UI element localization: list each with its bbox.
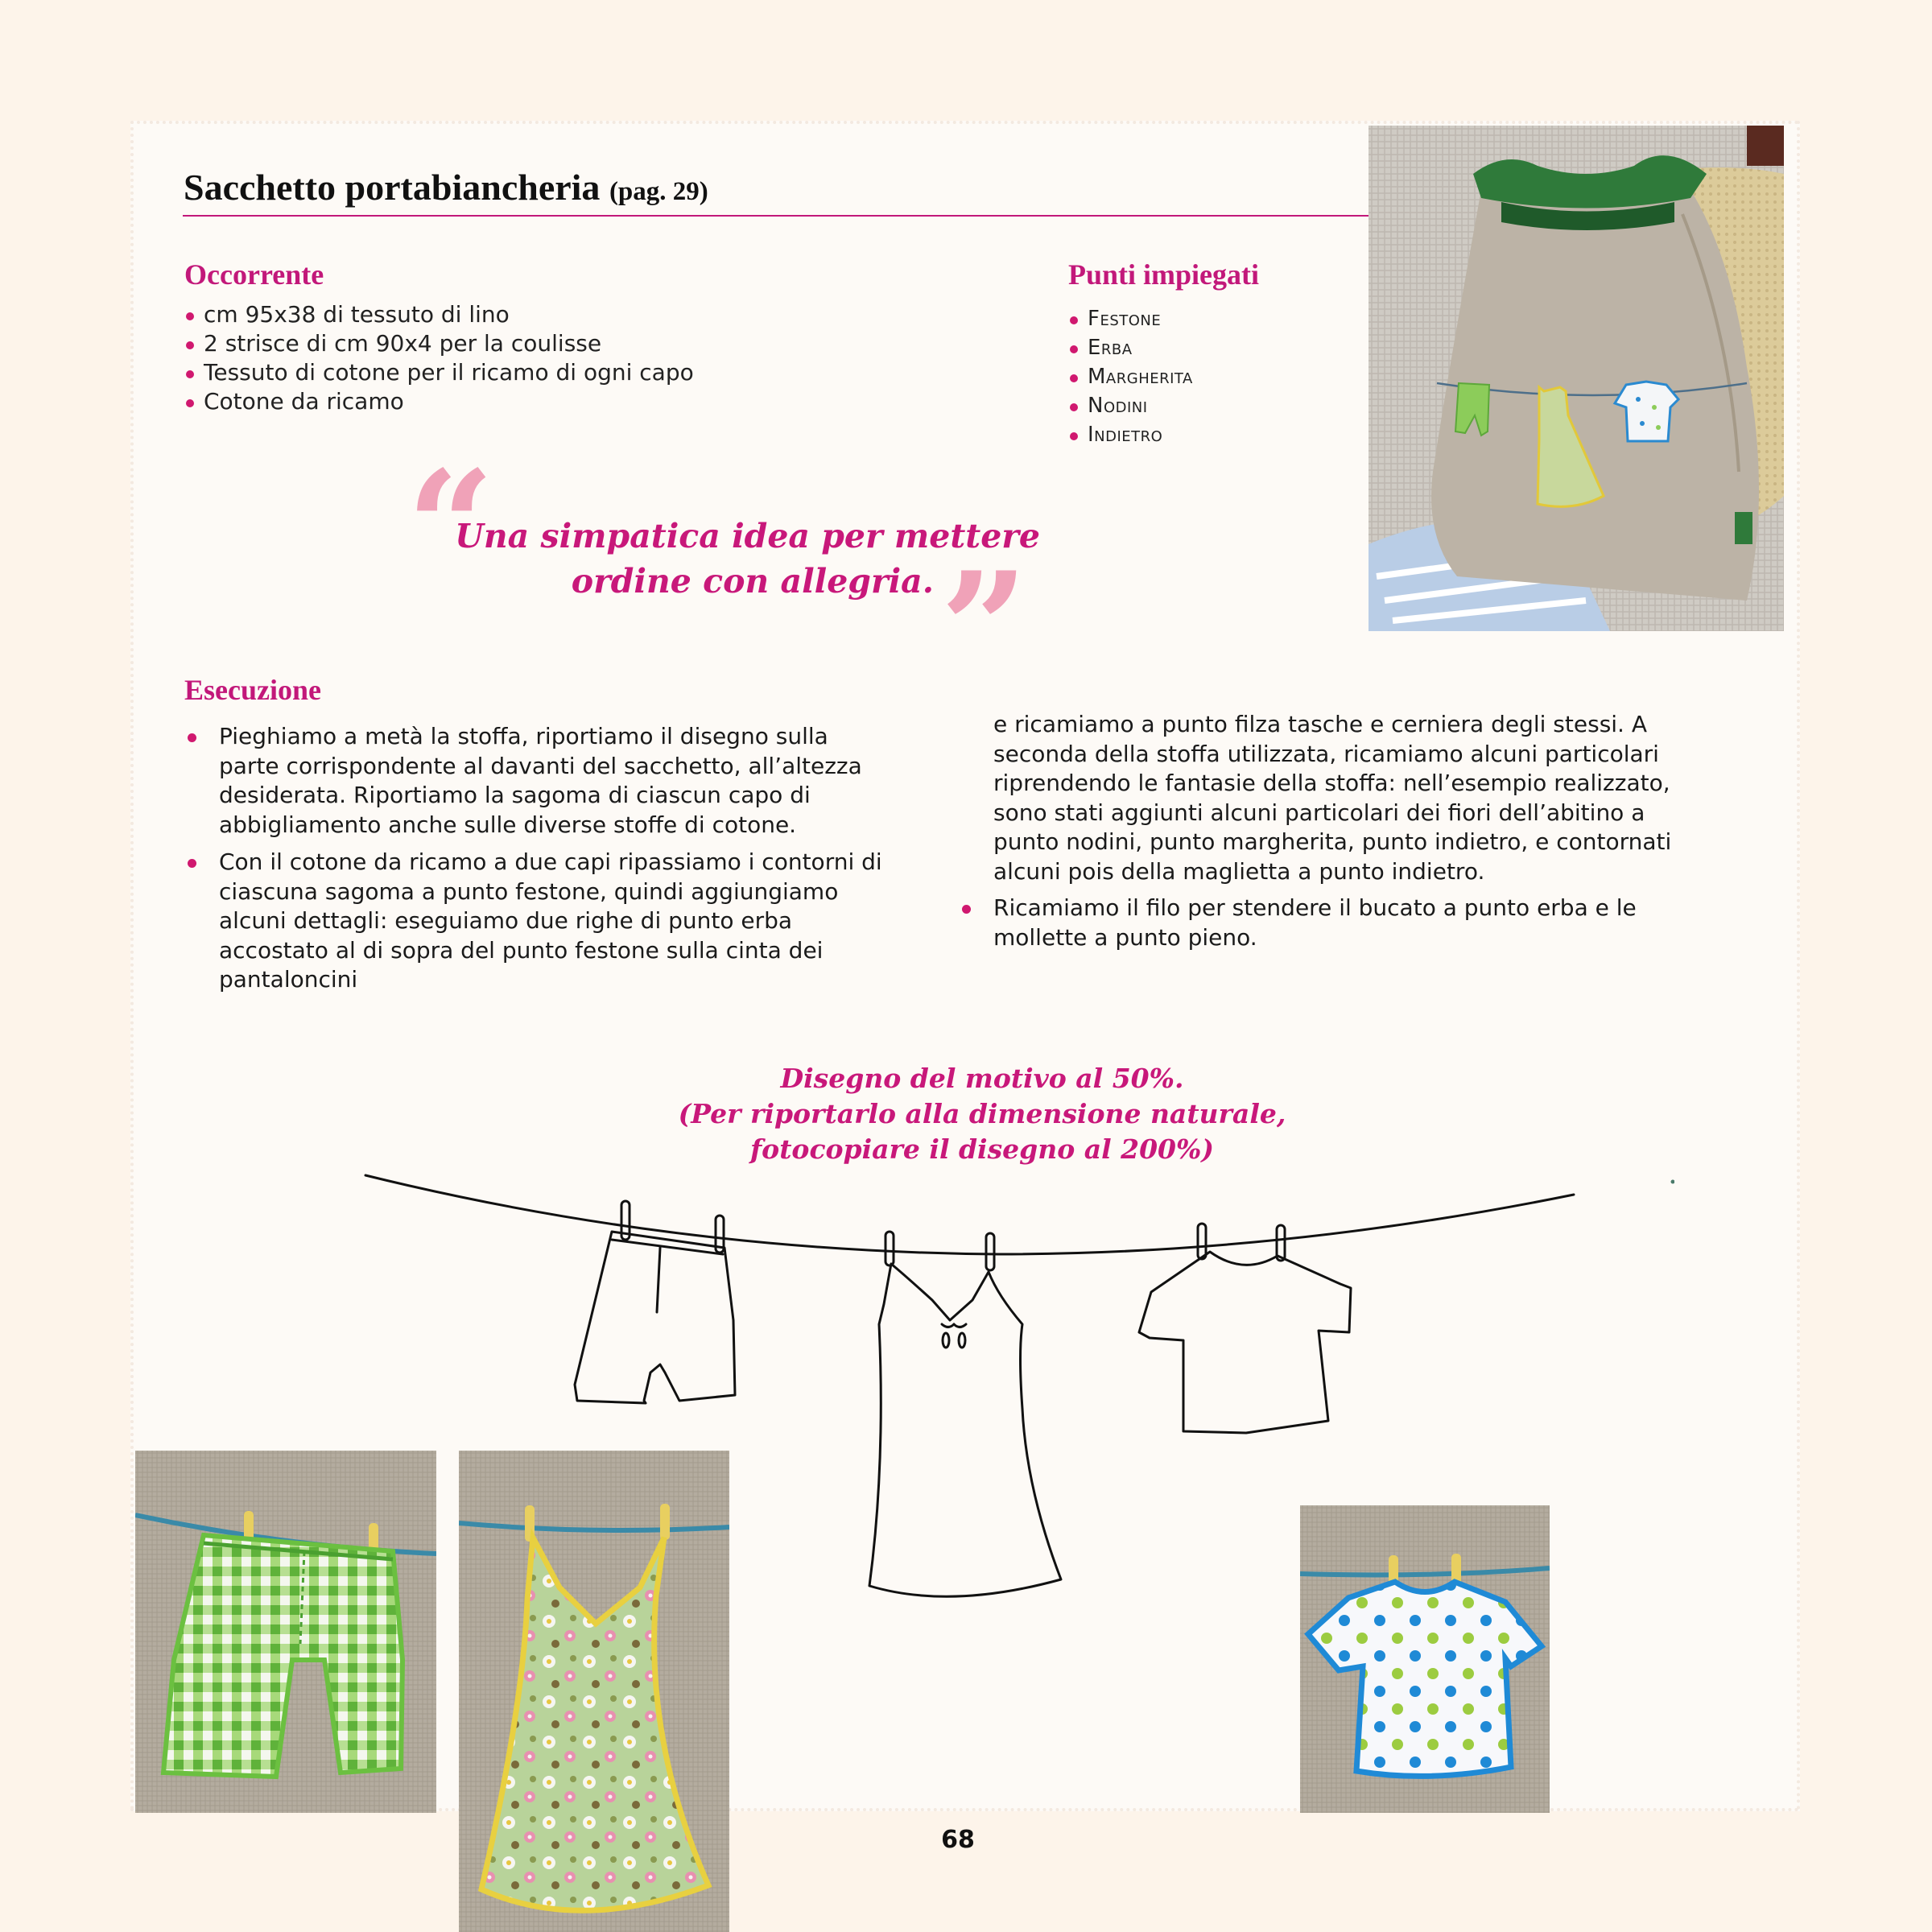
stitches-heading: Punti impiegati (1068, 258, 1260, 291)
clothesline (365, 1175, 1574, 1254)
bullet-icon (1070, 374, 1078, 382)
list-item: Cotone da ricamo (184, 387, 694, 416)
bullet-icon (186, 370, 194, 378)
open-quote-icon: “ (407, 437, 495, 617)
bullet-icon (188, 733, 196, 742)
materials-heading: Occorrente (184, 258, 324, 291)
list-item: Pieghiamo a metà la stoffa, riportiamo il disegno sulla parte corrispondente al davanti del sacchetto, all’altezza desiderata. Riportiamo la sagoma di ciascun capo di abbigliamento anche sulle diverse stoffe di cotone. (184, 722, 893, 840)
quote-line-1: Una simpatica idea per mettere (455, 517, 1040, 555)
bullet-icon (1070, 316, 1078, 324)
bullet-icon (1070, 403, 1078, 411)
list-item: Ricamiamo il filo per stendere il bucato a punto erba e le mollette a punto pieno. (959, 894, 1683, 952)
instructions-left-column (184, 722, 893, 1003)
quote-line-2: ordine con allegria. (571, 562, 934, 601)
bag-photo (1368, 126, 1784, 631)
shorts-photo (135, 1451, 436, 1813)
list-item: Indietro (1068, 420, 1193, 449)
list-item: Festone (1068, 304, 1193, 333)
bullet-icon (186, 341, 194, 349)
caption-line-1: Disegno del motivo al 50%. (780, 1063, 1184, 1094)
bullet-icon (186, 399, 194, 407)
page-title (184, 166, 708, 208)
dress-outline (869, 1232, 1061, 1596)
bullet-icon (1070, 432, 1078, 440)
caption-line-3: fotocopiare il disegno al 200%) (749, 1133, 1214, 1165)
instructions-right-column (959, 894, 1683, 960)
instructions-heading: Esecuzione (184, 674, 321, 706)
caption-line-2: (Per riportarlo alla dimensione naturale, (678, 1098, 1286, 1129)
title-text: Sacchetto portabiancheria (184, 167, 601, 208)
stitches-list (1068, 304, 1193, 449)
bullet-icon (186, 312, 194, 320)
list-item: Erba (1068, 333, 1193, 362)
bullet-icon (188, 859, 196, 868)
tshirt-photo (1300, 1505, 1550, 1813)
list-item: Nodini (1068, 391, 1193, 420)
list-item: Tessuto di cotone per il ricamo di ogni capo (184, 358, 694, 387)
page-reference: (pag. 29) (609, 177, 708, 206)
list-item: cm 95x38 di tessuto di lino (184, 300, 694, 329)
page-number: 68 (941, 1826, 975, 1854)
dress-photo (459, 1451, 729, 1932)
list-item: 2 strisce di cm 90x4 per la coulisse (184, 329, 694, 358)
close-quote-icon: ” (940, 539, 1029, 718)
shorts-outline (575, 1201, 735, 1403)
tshirt-outline (1139, 1224, 1351, 1433)
list-item: Con il cotone da ricamo a due capi ripassiamo i contorni di ciascuna sagoma a punto festone, quindi aggiungiamo alcuni dettagli: eseguiamo due righe di punto erba accostato al di sopra del punto festone sulla cinta dei pantaloncini (184, 848, 893, 995)
bullet-icon (962, 905, 971, 914)
list-item: Margherita (1068, 362, 1193, 391)
bullet-icon (1070, 345, 1078, 353)
diagram-caption (644, 1061, 1320, 1167)
instructions-continuation: e ricamiamo a punto filza tasche e cerniera degli stessi. A seconda della stoffa utilizzata, ricamiamo alcuni particolari riprendendo le fantasie della stoffa: nell’esempio realizzato, sono stati aggiunti alcuni particolari dei fiori dell’abitino a punto nodini, punto margherita, punto indietro, e contornati alcuni pois della maglietta a punto indietro. (993, 711, 1672, 885)
materials-list (184, 300, 694, 416)
title-divider (183, 215, 1370, 217)
